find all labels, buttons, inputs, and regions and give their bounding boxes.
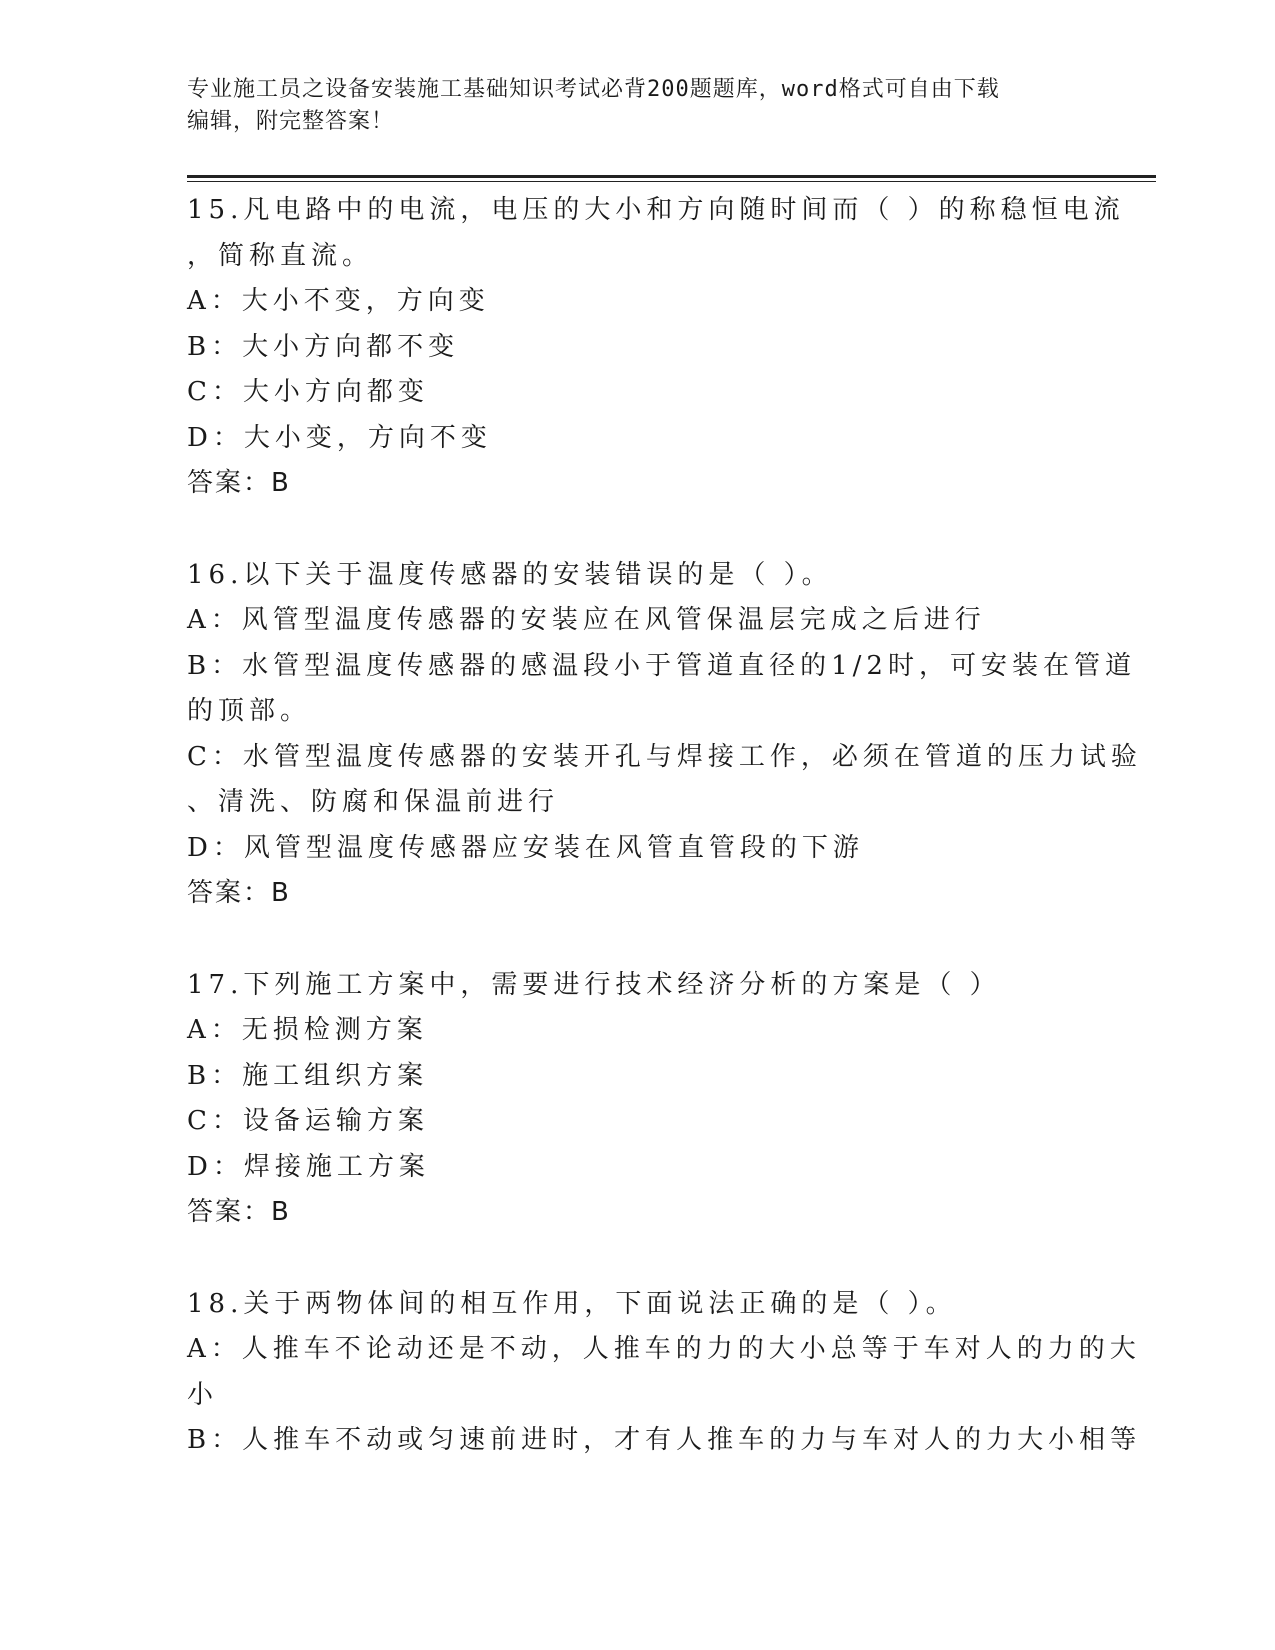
option-b-continued: 的顶部。 [187, 696, 312, 726]
question-item [187, 553, 1142, 917]
question-item [187, 188, 1125, 507]
option-d: D：风管型温度传感器应安装在风管直管段的下游 [187, 832, 864, 863]
option-b: B：施工组织方案 [187, 1060, 429, 1091]
answer-line: 答案：B [187, 878, 291, 908]
document-header [187, 74, 1067, 138]
option-c: C：水管型温度传感器的安装开孔与焊接工作，必须在管道的压力试验 [187, 741, 1142, 772]
option-c: C：设备运输方案 [187, 1106, 429, 1136]
header-divider-thick [187, 175, 1156, 178]
question-stem: 18.关于两物体间的相互作用，下面说法正确的是（ ）。 [187, 1288, 957, 1319]
option-a: A：人推车不论动还是不动，人推车的力的大小总等于车对人的力的大 [187, 1334, 1141, 1364]
question-item [187, 963, 1087, 1236]
header-divider-thin [187, 181, 1156, 182]
question-list [187, 188, 1142, 1510]
question-stem: 17.下列施工方案中，需要进行技术经济分析的方案是（ ） [187, 969, 1001, 1000]
option-d: D：焊接施工方案 [187, 1151, 430, 1182]
option-c: C：大小方向都变 [187, 377, 429, 407]
option-a-continued: 小 [187, 1379, 219, 1410]
option-b: B：水管型温度传感器的感温段小于管道直径的1/2时，可安装在管道 [187, 650, 1136, 681]
option-a: A：风管型温度传感器的安装应在风管保温层完成之后进行 [187, 605, 986, 635]
answer-line: 答案：B [187, 1197, 291, 1227]
option-a: A：无损检测方案 [187, 1015, 428, 1045]
option-a: A：大小不变，方向变 [187, 286, 490, 316]
question-stem: 15.凡电路中的电流，电压的大小和方向随时间而（ ）的称稳恒电流 [187, 195, 1125, 225]
question-item [187, 1282, 1142, 1464]
option-b: B：大小方向都不变 [187, 331, 460, 362]
option-d: D：大小变，方向不变 [187, 422, 492, 453]
option-c-continued: 、清洗、防腐和保温前进行 [187, 787, 560, 817]
answer-line: 答案：B [187, 468, 291, 498]
header-title-line-1: 专业施工员之设备安装施工基础知识考试必背200题题库，word格式可自由下载 [187, 77, 1000, 102]
question-stem: 16.以下关于温度传感器的安装错误的是（ ）。 [187, 559, 833, 590]
option-b: B：人推车不动或匀速前进时，才有人推车的力与车对人的力大小相等 [187, 1425, 1142, 1455]
question-stem-continued: ，简称直流。 [187, 240, 374, 271]
header-title-line-2: 编辑，附完整答案！ [187, 109, 395, 134]
